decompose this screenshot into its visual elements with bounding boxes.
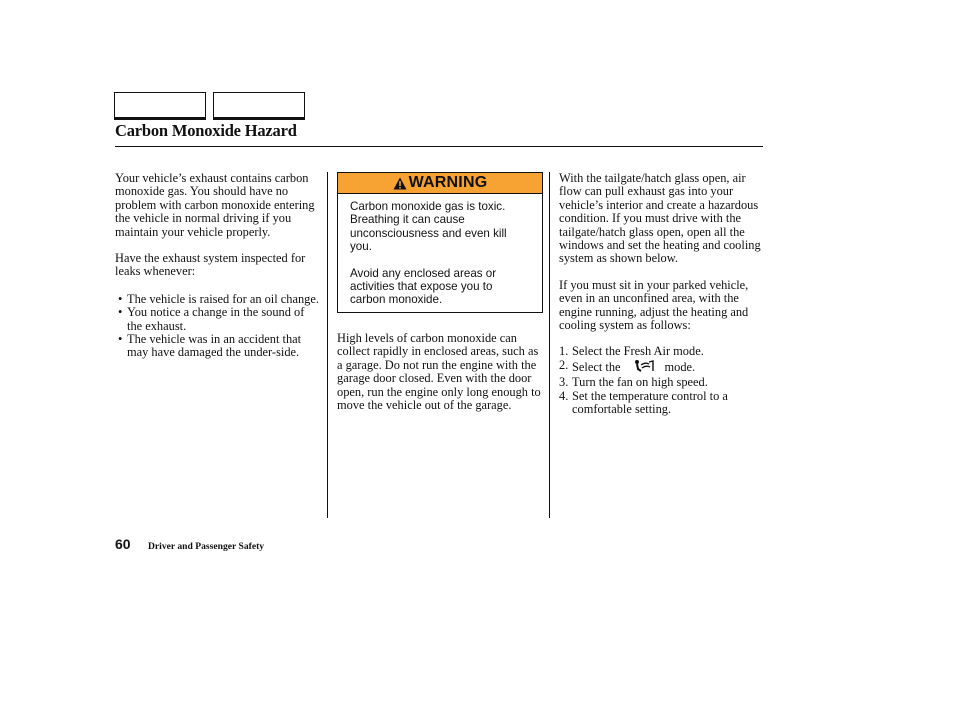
warning-label: WARNING: [408, 174, 488, 191]
column-middle: [337, 332, 543, 412]
inspection-list: [115, 293, 320, 360]
title-rule: [115, 146, 763, 147]
warning-text: Avoid any enclosed areas or activities that expose you to carbon monoxide.: [350, 266, 497, 307]
list-item: • The vehicle is raised for an oil change.: [118, 291, 319, 306]
column-right: [559, 172, 769, 417]
tailgate-paragraph: With the tailgate/hatch glass open, air flow can pull exhaust gas into your vehicle’s interior and create a hazardous condition. If you must drive with the tailgate/hatch glass open, open all the windows and set the heating and cooling system as shown below.: [559, 171, 761, 266]
bullet-icon: •: [118, 291, 123, 306]
warning-text: Carbon monoxide gas is toxic. Breathing it can cause unconsciousness and even kill you.: [350, 200, 507, 254]
list-item: 1. Select the Fresh Air mode.: [559, 344, 704, 359]
steps-list: [559, 345, 769, 416]
warning-triangle-icon: [393, 177, 407, 190]
warning-header: [338, 173, 542, 194]
page-number: 60: [115, 536, 131, 552]
inspection-paragraph: Have the exhaust system inspected for leaks whenever:: [115, 251, 306, 279]
bullet-icon: •: [118, 305, 123, 320]
column-divider: [549, 172, 550, 518]
page-title: Carbon Monoxide Hazard: [115, 121, 297, 140]
footer-section-label: Driver and Passenger Safety: [148, 541, 265, 552]
list-item: • You notice a change in the sound of the exhaust.: [118, 305, 305, 333]
parked-paragraph: If you must sit in your parked vehicle, even in an unconfined area, with the engine running, adjust the heating and cooling system as follows:: [559, 277, 749, 333]
column-left: [115, 172, 320, 360]
bullet-icon: •: [118, 332, 123, 347]
warning-body: [338, 194, 542, 307]
vent-mode-icon: [633, 359, 655, 376]
garage-paragraph: High levels of carbon monoxide can collect rapidly in enclosed areas, such as a garage. Do not run the engine with the garage door closed. Even with the door open, run the engine only long enough to move the vehicle out of the garage.: [337, 331, 541, 413]
list-item: 4. Set the temperature control to a comfortable setting.: [559, 388, 728, 417]
nav-tab-box-1[interactable]: [114, 92, 206, 118]
nav-tab-box-2[interactable]: [213, 92, 305, 118]
column-divider: [327, 172, 328, 518]
list-item: • The vehicle was in an accident that may have damaged the under-side.: [118, 332, 302, 360]
intro-paragraph: Your vehicle’s exhaust contains carbon monoxide gas. You should have no problem with carbon monoxide entering the vehicle in normal driving if you maintain your vehicle properly.: [115, 171, 315, 239]
list-item: 2. Select the mode.: [559, 359, 769, 376]
list-item: 3. Turn the fan on high speed.: [559, 375, 708, 390]
warning-box: [337, 172, 543, 313]
